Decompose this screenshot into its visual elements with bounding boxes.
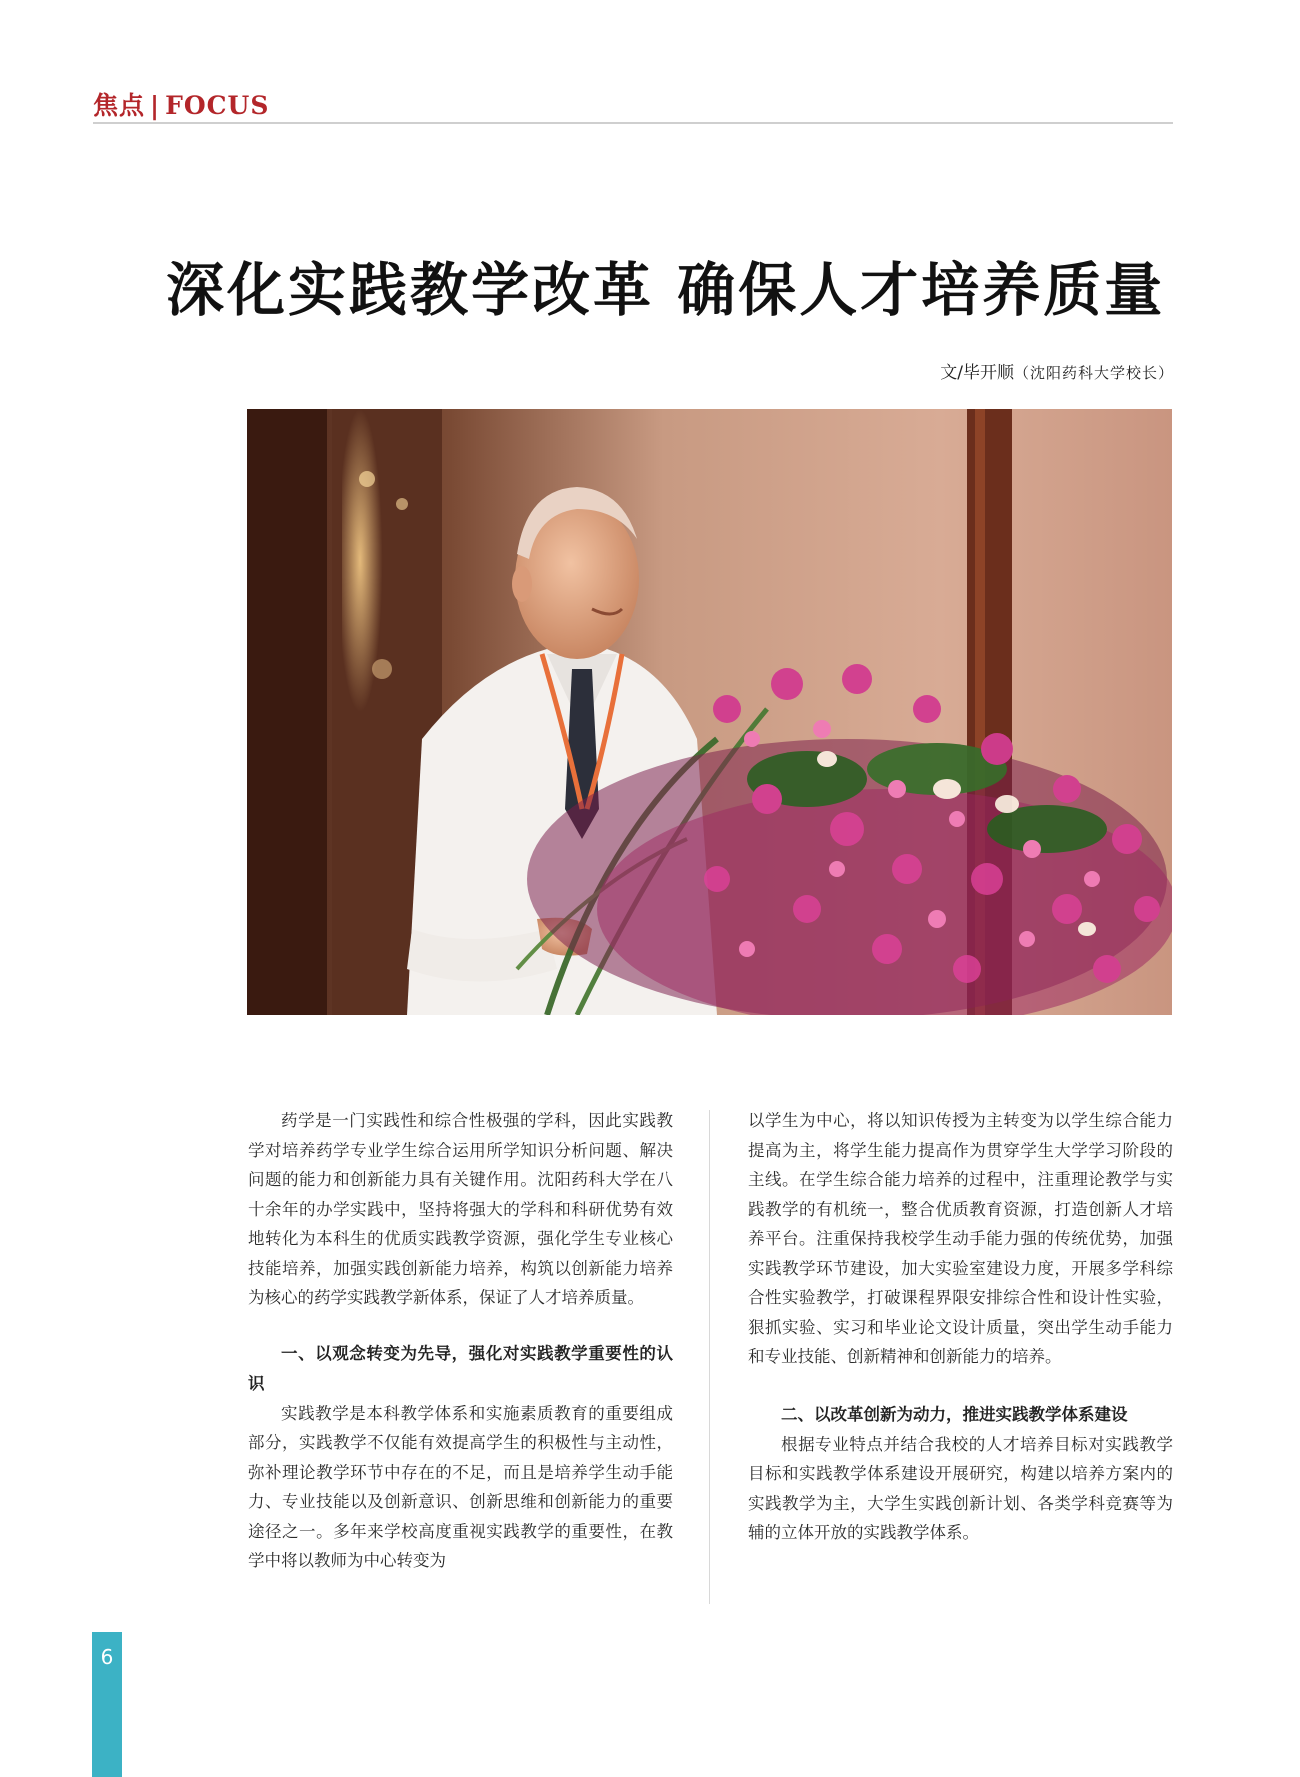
article-title: 深化实践教学改革 确保人才培养质量 [166, 256, 1166, 324]
body-column-right [748, 1106, 1173, 1548]
byline-affiliation: （沈阳药科大学校长） [1013, 364, 1174, 382]
section2-heading: 二、以改革创新为动力，推进实践教学体系建设 [781, 1404, 1128, 1424]
section-label-cn: 焦点 [93, 91, 146, 120]
article-photo [247, 409, 1172, 1015]
section1-continued-paragraph: 以学生为中心，将以知识传授为主转变为以学生综合能力提高为主，将学生能力提高作为贯穿学生大学学习阶段的主线。在学生综合能力培养的过程中，注重理论教学与实践教学的有机统一，整合优质教育资源，打造创新人才培养平台。注重保持我校学生动手能力强的传统优势，加强实践教学环节建设，加大实验室建设力度，开展多学科综合性实验教学，打破课程界限安排综合性和设计性实验，狠抓实验、实习和毕业论文设计质量，突出学生动手能力和专业技能、创新精神和创新能力的培养。 [748, 1111, 1173, 1366]
byline-author: 文/毕开顺 [940, 363, 1014, 383]
section-header [93, 86, 269, 122]
column-divider [709, 1110, 710, 1604]
body-column-left [248, 1106, 673, 1576]
page-number: 6 [100, 1645, 114, 1669]
section-separator: | [150, 91, 161, 120]
section-label-en: FOCUS [165, 91, 270, 120]
header-rule [93, 122, 1173, 124]
section1-paragraph: 实践教学是本科教学体系和实施素质教育的重要组成部分，实践教学不仅能有效提高学生的积极性与主动性，弥补理论教学环节中存在的不足，而且是培养学生动手能力、专业技能以及创新意识、创新思维和创新能力的重要途径之一。多年来学校高度重视实践教学的重要性，在教学中将以教师为中心转变为 [248, 1403, 673, 1570]
section1-heading: 一、以观念转变为先导，强化对实践教学重要性的认识 [248, 1343, 673, 1393]
section2-paragraph: 根据专业特点并结合我校的人才培养目标对实践教学目标和实践教学体系建设开展研究，构建以培养方案内的实践教学为主，大学生实践创新计划、各类学科竞赛等为辅的立体开放的实践教学体系。 [748, 1434, 1173, 1542]
byline [940, 358, 1174, 383]
intro-paragraph: 药学是一门实践性和综合性极强的学科，因此实践教学对培养药学专业学生综合运用所学知识分析问题、解决问题的能力和创新能力具有关键作用。沈阳药科大学在八十余年的办学实践中，坚持将强大的学科和科研优势有效地转化为本科生的优质实践教学资源，强化学生专业核心技能培养，加强实践创新能力培养，构筑以创新能力培养为核心的药学实践教学新体系，保证了人才培养质量。 [248, 1111, 673, 1307]
